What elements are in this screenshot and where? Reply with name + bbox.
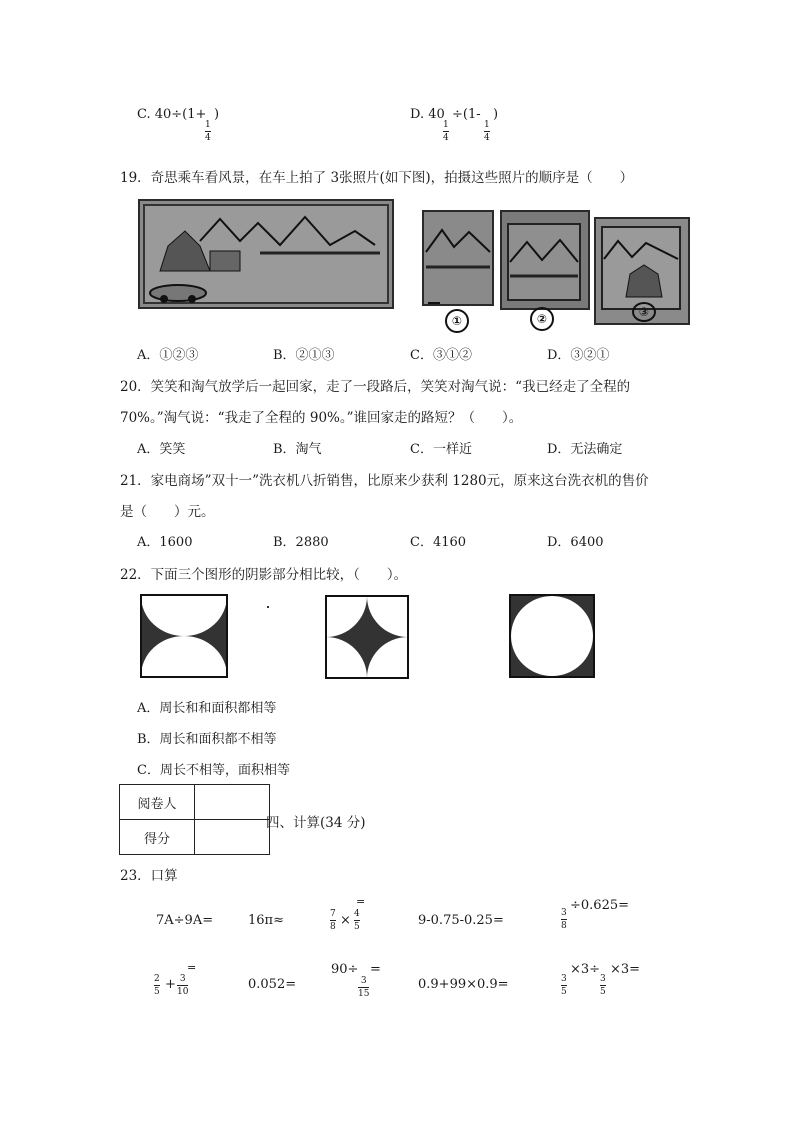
calc-r1c4: 9-0.75-0.25= (418, 913, 504, 928)
q20-option-c[interactable]: C．一样近 (410, 442, 472, 457)
question-23: 23．口算 (120, 868, 178, 884)
fraction: 2 5 (154, 974, 160, 997)
dash-mark (428, 302, 440, 304)
paren: ) (214, 107, 220, 122)
equals: = (187, 961, 197, 974)
figure-inscribed-circle (509, 594, 595, 678)
equals: = (356, 895, 366, 908)
calc-r2c5: ×3= (610, 962, 641, 977)
calc-r2c4: 0.9+99×0.9= (418, 977, 509, 992)
q21-option-b[interactable]: B．2880 (273, 535, 329, 550)
operator: + (165, 977, 176, 992)
q22-option-a[interactable]: A．周长和和面积都相等 (137, 701, 277, 716)
operator: ×3÷ (570, 962, 601, 977)
question-21-line2: 是（ ）元。 (120, 504, 215, 520)
dot-mark (267, 606, 269, 608)
q21-option-a[interactable]: A．1600 (137, 535, 193, 550)
fraction: 3 5 (561, 974, 567, 997)
q20-option-d[interactable]: D．无法确定 (547, 442, 623, 457)
calc-r2c2: 0.052= (248, 977, 297, 992)
q18-option-d[interactable]: D. 40 (410, 107, 445, 122)
paren: ) (493, 107, 499, 122)
question-20-line1: 20．笑笑和淘气放学后一起回家，走了一段路后，笑笑对淘气说：“我已经走了全程的 (120, 379, 631, 395)
reviewer-label: 阅卷人 (120, 785, 195, 820)
calc-r2c3: 90÷ (331, 962, 359, 977)
q20-option-b[interactable]: B．淘气 (273, 442, 322, 457)
score-table (119, 784, 270, 855)
photo-2 (500, 210, 590, 310)
question-19: 19．奇思乘车看风景，在车上拍了 3张照片(如下图)，拍摄这些照片的顺序是（ ） (120, 170, 634, 186)
calc-r1c1: 7A÷9A= (156, 913, 214, 928)
q22-option-b[interactable]: B．周长和面积都不相等 (137, 732, 277, 747)
fraction: 1 4 (443, 120, 449, 143)
equals: = (370, 962, 381, 977)
q20-option-a[interactable]: A．笑笑 (137, 442, 186, 457)
fraction: 3 5 (600, 974, 606, 997)
calc-r1c2: 16π≈ (248, 913, 284, 928)
q18-option-c[interactable]: C. 40÷(1+ (137, 107, 207, 122)
q21-option-c[interactable]: C．4160 (410, 535, 467, 550)
fraction: 1 4 (484, 120, 490, 143)
q19-option-d[interactable]: D．③②① (547, 348, 610, 363)
figure-quarter-circles (325, 595, 409, 679)
photo-label-2: ② (530, 307, 554, 331)
score-cell[interactable] (195, 820, 270, 855)
q19-option-c[interactable]: C．③①② (410, 348, 472, 363)
figure-half-circles (140, 594, 228, 678)
q22-option-c[interactable]: C．周长不相等，面积相等 (137, 763, 290, 778)
photo-label-1: ① (445, 309, 469, 333)
photo-1 (422, 210, 494, 306)
question-22: 22．下面三个图形的阴影部分相比较，（ ）。 (120, 567, 408, 583)
fraction: 3 8 (561, 908, 567, 931)
reviewer-cell[interactable] (195, 785, 270, 820)
operator: ÷(1- (452, 107, 481, 122)
q19-option-a[interactable]: A．①②③ (137, 348, 199, 363)
calc-r1c5: ÷0.625= (570, 898, 630, 913)
question-21-line1: 21．家电商场”双十一”洗衣机八折销售，比原来少获利 1280元，原来这台洗衣机的售价 (120, 473, 649, 489)
fraction: 3 15 (358, 976, 370, 999)
fraction: 3 10 (177, 974, 189, 997)
landscape-photo-wide (138, 199, 394, 309)
question-20-line2: 70%。”淘气说：“我走了全程的 90%。”谁回家走的路短？（ ）。 (120, 410, 523, 426)
fraction: 7 8 (330, 909, 336, 932)
section-title: 四、计算(34 分) (266, 815, 366, 831)
fraction: 4 5 (354, 909, 360, 932)
operator: × (340, 913, 351, 928)
score-label: 得分 (120, 820, 195, 855)
q21-option-d[interactable]: D．6400 (547, 535, 604, 550)
photo-label-3: ③ (632, 302, 656, 322)
q19-option-b[interactable]: B．②①③ (273, 348, 335, 363)
fraction: 1 4 (205, 120, 211, 143)
